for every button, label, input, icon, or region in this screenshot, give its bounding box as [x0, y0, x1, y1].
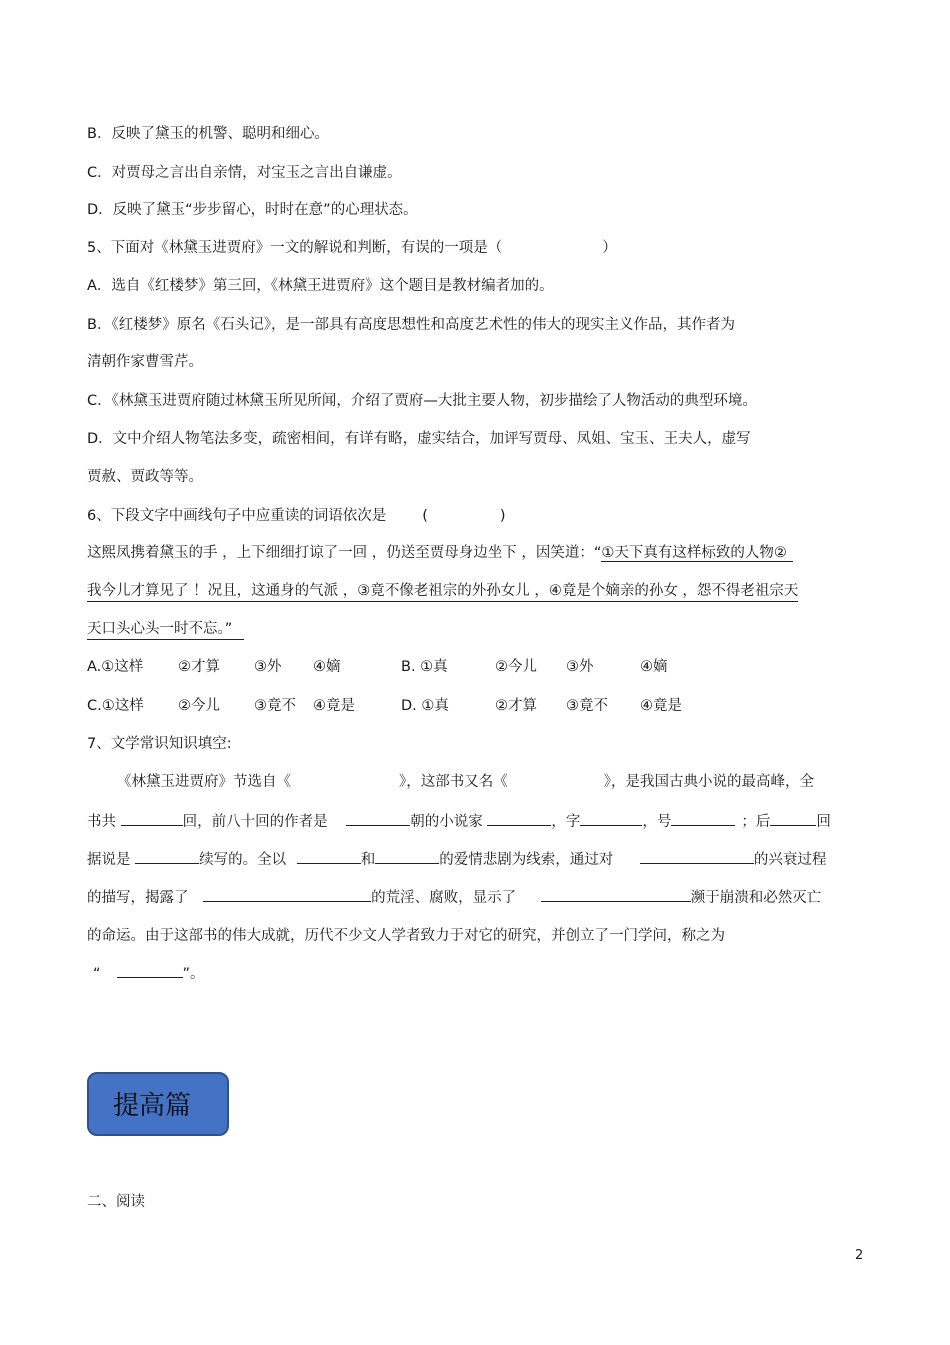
blank-system[interactable]: [541, 887, 691, 902]
q6-passage-line2: 我今儿才算见了 ！况且，这通身的气派 ，③竟不像老祖宗的外孙女儿 ，④竟是个嫡亲的孙女 ，怨不得老祖宗天: [87, 581, 798, 602]
page-number: 2: [855, 1248, 864, 1263]
q4-option-c: C．对贾母之言出自亲情，对宝玉之言出自谦虚。: [87, 165, 402, 181]
q6-option-b: B. ①真: [401, 659, 448, 675]
section-badge: 提高篇: [87, 1072, 229, 1136]
q6-option-d-2: ②才算: [495, 698, 537, 714]
q5-option-b-line2: 清朝作家曹雪芹。: [87, 354, 203, 370]
q6-option-a-3: ③外: [254, 659, 282, 675]
q5-stem-text: 5、下面对《林黛玉进贾府》一文的解说和判断，有误的一项是（: [87, 240, 503, 256]
q6-passage-line1: [87, 543, 793, 563]
section-2-heading: 二、阅读: [87, 1194, 145, 1210]
blank-families[interactable]: [640, 849, 754, 864]
q6-option-a: A.①这样: [87, 659, 144, 675]
q6-option-c: C.①这样: [87, 698, 144, 714]
q7-line3: 据说是 续写的。全以 和 的爱情悲剧为线索，通过对 的兴衰过程: [87, 849, 826, 870]
q6-option-c-3: ③竟不: [254, 698, 296, 714]
q6-option-a-2: ②才算: [178, 659, 220, 675]
blank-character-1[interactable]: [297, 849, 361, 864]
q6-option-a-4: ④嫡: [313, 659, 341, 675]
q6-option-c-4: ④竟是: [313, 698, 355, 714]
blank-courtesy-name[interactable]: [580, 811, 642, 826]
q4-option-b: B．反映了黛玉的机警、聪明和细心。: [87, 126, 329, 142]
blank-pseudonym[interactable]: [671, 811, 735, 826]
q7-line5: 的命运。由于这部书的伟大成就，历代不少文人学者致力于对它的研究，并创立了一门学问，称之为: [87, 928, 725, 944]
q6-option-b-3: ③外: [566, 659, 594, 675]
blank-class[interactable]: [203, 887, 371, 902]
q4-option-d: D．反映了黛玉“步步留心，时时在意”的心理状态。: [87, 202, 418, 218]
blank-author[interactable]: [487, 811, 551, 826]
q6-stem: [87, 506, 506, 526]
q6-passage-line3: 天口头心头一时不忘。”: [87, 619, 244, 640]
q5-stem-close: ）: [602, 240, 617, 256]
blank-study-name[interactable]: [117, 963, 183, 978]
q7-line6: “ ”。: [93, 963, 205, 984]
q5-option-b-line1: B．《红楼梦》原名《石头记》，是一部具有高度思想性和高度艺术性的伟大的现实主义作品，其作者为: [87, 317, 735, 333]
blank-dynasty[interactable]: [346, 811, 410, 826]
q7-line1: 《林黛玉进贾府》节选自《 》，这部书又名《 》，是我国古典小说的最高峰，全: [117, 774, 814, 790]
blank-continuer[interactable]: [135, 849, 199, 864]
q6-option-b-2: ②今儿: [495, 659, 537, 675]
q5-option-c: C．《林黛玉进贾府随过林黛玉所见所闻，介绍了贾府—大批主要人物，初步描绘了人物活动的典型环境。: [87, 393, 757, 409]
q5-option-d-line2: 贾赦、贾政等等。: [87, 469, 203, 485]
q6-paren-open: (: [422, 508, 428, 524]
q6-option-c-2: ②今儿: [178, 698, 220, 714]
q6-option-d-3: ③竟不: [566, 698, 608, 714]
q6-passage-1a: 这熙凤携着黛玉的手 ，上下细细打谅了一回 ，仍送至贾母身边坐下 ，因笑道：“: [87, 545, 602, 561]
q6-passage-1b: ①天下真有这样标致的人物②: [601, 545, 793, 562]
blank-character-2[interactable]: [375, 849, 439, 864]
q7-line2: 书共 回，前八十回的作者是 朝的小说家 ，字 ，号 ；后 回: [87, 811, 831, 832]
q6-option-b-4: ④嫡: [640, 659, 668, 675]
q6-stem-text: 6、下段文字中画线句子中应重读的词语依次是: [87, 508, 387, 524]
q5-option-d-line1: D．文中介绍人物笔法多变，疏密相间，有详有略，虚实结合，加评写贾母、凤姐、宝玉、王夫人，虚写: [87, 431, 751, 447]
q7-line4: 的描写，揭露了 的荒淫、腐败，显示了 濒于崩溃和必然灭亡: [87, 887, 821, 908]
q5-stem: [87, 238, 617, 258]
blank-later-chapters[interactable]: [770, 811, 816, 826]
q6-paren-close: ): [499, 508, 506, 524]
q5-option-a: A．选自《红楼梦》第三回，《林黛王进贾府》这个题目是教材编者加的。: [87, 278, 554, 294]
q6-option-d-4: ④竟是: [640, 698, 682, 714]
blank-chapters[interactable]: [121, 811, 183, 826]
q7-stem: 7、文学常识知识填空:: [87, 736, 232, 752]
q6-option-d: D. ①真: [401, 698, 449, 714]
